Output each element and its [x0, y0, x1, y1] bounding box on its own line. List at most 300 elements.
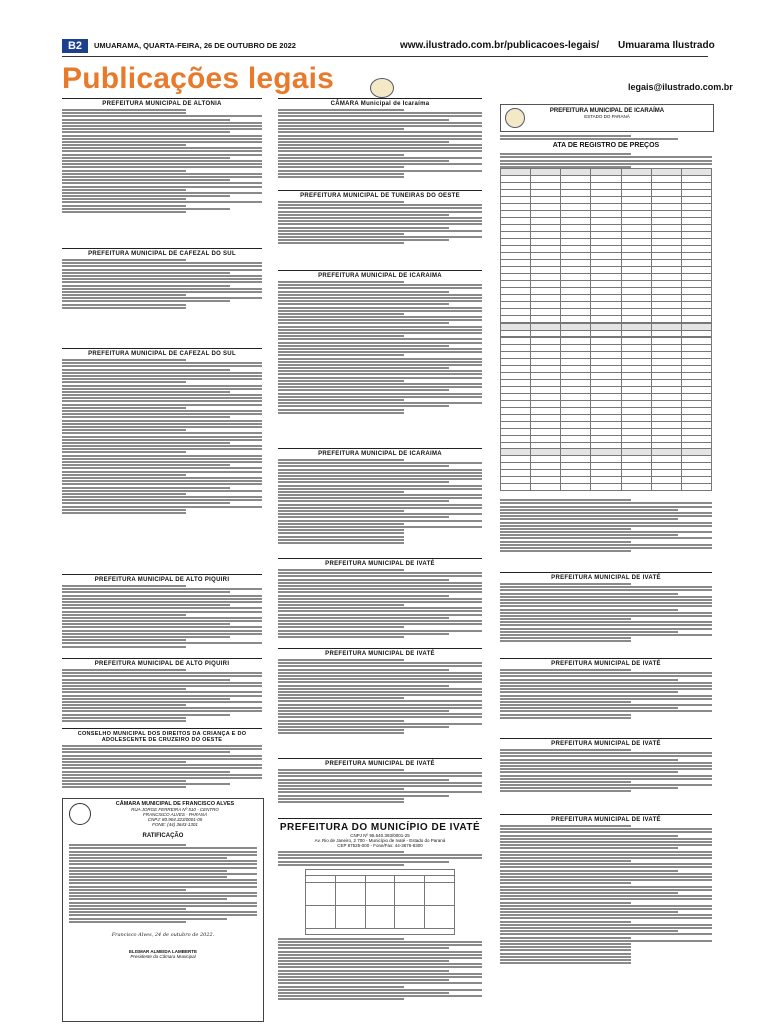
table-cell — [681, 267, 711, 274]
table-cell — [531, 338, 561, 345]
table-cell — [561, 176, 591, 183]
table-row — [501, 345, 712, 352]
table-cell — [651, 197, 681, 204]
notice-title: PREFEITURA MUNICIPAL DE ICARAIMA — [278, 270, 482, 279]
notice-body — [62, 359, 262, 514]
table-cell — [501, 484, 531, 491]
table-cell — [501, 225, 531, 232]
table-cell — [561, 401, 591, 408]
ivate-cep: CEP 87525-000 - Fone/Fax: 44-3676-8300 — [337, 843, 423, 848]
table-cell — [651, 169, 681, 176]
ivate-prefeitura-notice — [278, 818, 482, 1002]
table-cell — [531, 387, 561, 394]
table-cell — [591, 338, 621, 345]
table-cell — [591, 316, 621, 323]
table-cell — [561, 190, 591, 197]
ivate-title: PREFEITURA DO MUNICÍPIO DE IVATÉ — [279, 822, 481, 833]
notice-conselho — [62, 728, 262, 790]
ivate-conditions — [278, 938, 482, 1001]
table-row — [501, 232, 712, 239]
table-cell — [651, 260, 681, 267]
table-cell — [681, 380, 711, 387]
table-cell — [681, 345, 711, 352]
table-cell — [621, 394, 651, 401]
table-cell — [621, 338, 651, 345]
table-row — [501, 211, 712, 218]
table-cell — [531, 331, 561, 338]
table-cell — [651, 429, 681, 436]
table-cell — [621, 211, 651, 218]
table-cell — [681, 211, 711, 218]
table-cell — [681, 463, 711, 470]
contact-email[interactable]: legais@ilustrado.com.br — [628, 82, 733, 92]
table-cell — [591, 324, 621, 331]
table-cell — [501, 352, 531, 359]
table-cell — [501, 246, 531, 253]
notice-tuneiras — [278, 190, 482, 246]
table-cell — [651, 281, 681, 288]
table-cell — [621, 225, 651, 232]
table-cell — [621, 190, 651, 197]
ata-items-table-2 — [500, 323, 712, 450]
table-row — [501, 463, 712, 470]
table-cell — [651, 309, 681, 316]
table-cell — [591, 484, 621, 491]
table-cell — [531, 246, 561, 253]
table-cell — [651, 274, 681, 281]
table-cell — [651, 338, 681, 345]
table-cell — [561, 331, 591, 338]
table-cell — [651, 324, 681, 331]
table-cell — [621, 169, 651, 176]
table-cell — [651, 246, 681, 253]
doc-signer: ELISMAR ALMEIDA LAMBERTE — [129, 948, 197, 954]
table-cell — [561, 456, 591, 463]
table-cell — [591, 218, 621, 225]
table-cell — [591, 366, 621, 373]
table-cell — [591, 387, 621, 394]
table-cell — [561, 211, 591, 218]
ata-title: ATA DE REGISTRO DE PREÇOS — [552, 142, 660, 149]
table-cell — [651, 380, 681, 387]
table-cell — [681, 239, 711, 246]
notice-body — [62, 109, 262, 213]
table-cell — [501, 274, 531, 281]
table-cell — [501, 190, 531, 197]
table-cell — [621, 359, 651, 366]
table-cell — [531, 260, 561, 267]
table-cell — [651, 204, 681, 211]
doc-title: CÂMARA MUNICIPAL DE FRANCISCO ALVES — [115, 801, 235, 807]
table-cell — [561, 463, 591, 470]
table-cell — [621, 274, 651, 281]
table-cell — [561, 197, 591, 204]
table-cell — [561, 239, 591, 246]
table-cell — [561, 470, 591, 477]
table-cell — [501, 295, 531, 302]
table-cell — [531, 316, 561, 323]
table-row — [501, 246, 712, 253]
table-cell — [591, 211, 621, 218]
table-cell — [681, 253, 711, 260]
table-cell — [621, 197, 651, 204]
table-cell — [651, 288, 681, 295]
table-cell — [531, 204, 561, 211]
table-cell — [591, 408, 621, 415]
table-cell — [681, 246, 711, 253]
table-cell — [501, 331, 531, 338]
table-cell — [591, 239, 621, 246]
table-cell — [531, 394, 561, 401]
table-cell — [651, 345, 681, 352]
table-cell — [561, 324, 591, 331]
table-cell — [651, 449, 681, 456]
table-cell — [591, 429, 621, 436]
table-row — [501, 456, 712, 463]
table-cell — [651, 477, 681, 484]
table-cell — [651, 232, 681, 239]
table-cell — [681, 449, 711, 456]
notice-title: PREFEITURA MUNICIPAL DE IVATÉ — [500, 814, 712, 823]
table-cell — [501, 429, 531, 436]
table-cell — [591, 449, 621, 456]
table-cell — [591, 463, 621, 470]
notice-title: PREFEITURA MUNICIPAL DE IVATÉ — [500, 572, 712, 581]
table-cell — [591, 401, 621, 408]
table-cell — [561, 281, 591, 288]
table-cell — [621, 324, 651, 331]
table-row — [501, 429, 712, 436]
table-cell — [501, 394, 531, 401]
table-cell — [501, 338, 531, 345]
table-cell — [621, 232, 651, 239]
table-row — [501, 331, 712, 338]
table-cell — [591, 267, 621, 274]
table-cell — [531, 352, 561, 359]
site-url[interactable]: www.ilustrado.com.br/publicacoes-legais/ — [400, 40, 600, 51]
table-cell — [531, 401, 561, 408]
table-cell — [561, 373, 591, 380]
table-cell — [681, 183, 711, 190]
table-cell — [531, 359, 561, 366]
table-cell — [591, 288, 621, 295]
table-cell — [591, 225, 621, 232]
notice-body — [278, 109, 482, 178]
table-cell — [591, 309, 621, 316]
ata-items-table-3 — [500, 448, 712, 491]
table-cell — [501, 415, 531, 422]
table-cell — [621, 316, 651, 323]
table-cell — [591, 281, 621, 288]
table-cell — [531, 366, 561, 373]
table-cell — [651, 387, 681, 394]
table-cell — [531, 176, 561, 183]
table-cell — [681, 218, 711, 225]
camara-logo-icon — [370, 78, 394, 98]
table-cell — [531, 183, 561, 190]
table-cell — [681, 373, 711, 380]
table-cell — [591, 197, 621, 204]
ata-items-table-1 — [500, 168, 712, 337]
table-cell — [621, 183, 651, 190]
table-cell — [621, 331, 651, 338]
table-cell — [591, 394, 621, 401]
notice-body — [278, 569, 482, 638]
notice-body — [278, 281, 482, 414]
table-cell — [591, 345, 621, 352]
table-row — [501, 422, 712, 429]
notice-ivate-3 — [278, 758, 482, 804]
table-cell — [501, 239, 531, 246]
table-cell — [501, 477, 531, 484]
table-cell — [621, 204, 651, 211]
notice-body — [500, 583, 712, 642]
table-cell — [561, 288, 591, 295]
table-cell — [681, 436, 711, 443]
table-cell — [681, 331, 711, 338]
table-cell — [561, 204, 591, 211]
table-cell — [651, 218, 681, 225]
notice-body — [500, 825, 712, 964]
table-cell — [531, 324, 561, 331]
table-cell — [681, 456, 711, 463]
table-cell — [681, 422, 711, 429]
table-row — [501, 190, 712, 197]
table-cell — [621, 281, 651, 288]
table-cell — [591, 183, 621, 190]
table-row — [501, 225, 712, 232]
notice-body — [278, 659, 482, 734]
icaraima-sub: ESTADO DO PARANÁ — [584, 114, 630, 119]
notice-ivate-r4 — [500, 814, 712, 965]
table-cell — [501, 324, 531, 331]
table-cell — [681, 309, 711, 316]
notice-icaraima-2 — [278, 448, 482, 545]
table-cell — [531, 309, 561, 316]
table-cell — [681, 324, 711, 331]
table-cell — [501, 380, 531, 387]
table-row — [501, 260, 712, 267]
table-cell — [501, 302, 531, 309]
table-cell — [561, 218, 591, 225]
notice-title: PREFEITURA MUNICIPAL DE ICARAIMA — [278, 448, 482, 457]
table-cell — [621, 288, 651, 295]
table-cell — [651, 253, 681, 260]
table-cell — [501, 211, 531, 218]
table-cell — [651, 190, 681, 197]
table-cell — [591, 274, 621, 281]
table-cell — [651, 463, 681, 470]
table-cell — [621, 218, 651, 225]
table-row — [501, 373, 712, 380]
table-cell — [681, 274, 711, 281]
table-cell — [621, 373, 651, 380]
notice-body — [278, 459, 482, 544]
notice-body — [278, 201, 482, 244]
table-cell — [621, 267, 651, 274]
table-cell — [531, 429, 561, 436]
table-cell — [531, 253, 561, 260]
table-row — [501, 302, 712, 309]
table-cell — [501, 422, 531, 429]
table-cell — [651, 436, 681, 443]
table-cell — [591, 302, 621, 309]
table-cell — [681, 387, 711, 394]
doc-city: FRANCISCO ALVES - PARANÁ — [142, 812, 207, 817]
table-cell — [591, 253, 621, 260]
notice-cafezal-1 — [62, 248, 262, 310]
table-cell — [651, 267, 681, 274]
table-cell — [681, 401, 711, 408]
table-cell — [501, 366, 531, 373]
table-row — [501, 253, 712, 260]
table-cell — [681, 190, 711, 197]
table-cell — [591, 415, 621, 422]
icaraima-intro — [500, 134, 712, 142]
doc-signer-role: Presidente da Câmara Municipal — [130, 953, 196, 959]
notice-alto-piquiri-2 — [62, 658, 262, 723]
table-cell — [591, 436, 621, 443]
table-cell — [681, 477, 711, 484]
table-cell — [651, 239, 681, 246]
table-cell — [501, 316, 531, 323]
table-cell — [621, 484, 651, 491]
notice-icaraima-1 — [278, 270, 482, 415]
ivate-address: Av. Rio de Janeiro, 2 700 - Município de Ivaté - Estado do Paraná — [314, 838, 446, 843]
doc-address: RUA JORGE FERREIRA Nº 510 - CENTRO — [131, 807, 219, 812]
table-cell — [561, 169, 591, 176]
table-cell — [591, 246, 621, 253]
table-cell — [651, 225, 681, 232]
table-row — [501, 401, 712, 408]
table-cell — [531, 239, 561, 246]
doc-body — [63, 839, 263, 928]
table-cell — [681, 415, 711, 422]
table-cell — [531, 267, 561, 274]
table-cell — [501, 197, 531, 204]
table-cell — [681, 176, 711, 183]
table-row — [501, 387, 712, 394]
table-cell — [681, 288, 711, 295]
table-cell — [621, 352, 651, 359]
table-cell — [681, 408, 711, 415]
header-divider — [62, 56, 708, 57]
notice-title: PREFEITURA MUNICIPAL DE ALTO PIQUIRI — [62, 658, 262, 667]
table-cell — [651, 470, 681, 477]
table-cell — [651, 183, 681, 190]
table-cell — [561, 316, 591, 323]
table-row — [501, 267, 712, 274]
ata-conditions — [500, 498, 712, 553]
table-cell — [681, 316, 711, 323]
newspaper-brand: Umuarama Ilustrado — [618, 40, 715, 51]
table-cell — [501, 169, 531, 176]
notice-title: CÂMARA Municipal de Icaraíma — [278, 98, 482, 107]
table-cell — [501, 309, 531, 316]
notice-title: PREFEITURA MUNICIPAL DE IVATÉ — [278, 758, 482, 767]
table-cell — [681, 366, 711, 373]
notice-title: PREFEITURA MUNICIPAL DE IVATÉ — [278, 648, 482, 657]
table-cell — [651, 211, 681, 218]
table-cell — [501, 456, 531, 463]
table-row — [501, 281, 712, 288]
table-cell — [561, 359, 591, 366]
table-row — [501, 408, 712, 415]
table-cell — [651, 359, 681, 366]
date-line: UMUARAMA, QUARTA-FEIRA, 26 DE OUTUBRO DE 2022 — [94, 41, 296, 50]
table-cell — [681, 260, 711, 267]
table-cell — [621, 408, 651, 415]
notice-title: CONSELHO MUNICIPAL DOS DIREITOS DA CRIANÇA E DO ADOLESCENTE DE CRUZEIRO DO OESTE — [62, 728, 262, 743]
table-row — [501, 394, 712, 401]
table-cell — [531, 225, 561, 232]
table-cell — [681, 484, 711, 491]
table-cell — [591, 295, 621, 302]
table-cell — [651, 408, 681, 415]
notice-ivate-r1 — [500, 572, 712, 644]
table-cell — [531, 197, 561, 204]
notice-body — [62, 585, 262, 648]
table-row — [501, 380, 712, 387]
notice-title: PREFEITURA MUNICIPAL DE IVATÉ — [500, 738, 712, 747]
table-cell — [681, 302, 711, 309]
table-cell — [591, 176, 621, 183]
table-cell — [681, 204, 711, 211]
table-cell — [621, 436, 651, 443]
table-cell — [501, 176, 531, 183]
table-cell — [681, 281, 711, 288]
table-cell — [561, 422, 591, 429]
table-cell — [501, 232, 531, 239]
table-cell — [561, 366, 591, 373]
table-cell — [651, 295, 681, 302]
table-cell — [561, 302, 591, 309]
table-cell — [501, 281, 531, 288]
notice-body — [62, 669, 262, 722]
table-cell — [591, 373, 621, 380]
table-cell — [561, 267, 591, 274]
table-cell — [621, 415, 651, 422]
ivate-price-table — [305, 869, 455, 935]
table-cell — [651, 176, 681, 183]
table-row — [501, 295, 712, 302]
table-cell — [621, 380, 651, 387]
table-cell — [501, 359, 531, 366]
table-row — [501, 176, 712, 183]
table-cell — [501, 218, 531, 225]
table-cell — [681, 470, 711, 477]
icaraima-title: PREFEITURA MUNICIPAL DE ICARAÍMA — [549, 108, 665, 114]
table-cell — [591, 380, 621, 387]
table-cell — [561, 380, 591, 387]
table-row — [501, 274, 712, 281]
table-cell — [591, 422, 621, 429]
table-cell — [531, 218, 561, 225]
notice-title: PREFEITURA MUNICIPAL DE IVATÉ — [278, 558, 482, 567]
table-cell — [561, 484, 591, 491]
ivate-body — [278, 851, 482, 866]
table-cell — [621, 302, 651, 309]
table-cell — [621, 246, 651, 253]
table-cell — [681, 169, 711, 176]
table-cell — [501, 204, 531, 211]
ata-body — [500, 152, 712, 169]
table-cell — [561, 394, 591, 401]
table-row — [501, 436, 712, 443]
table-cell — [621, 309, 651, 316]
table-cell — [531, 302, 561, 309]
table-cell — [591, 477, 621, 484]
